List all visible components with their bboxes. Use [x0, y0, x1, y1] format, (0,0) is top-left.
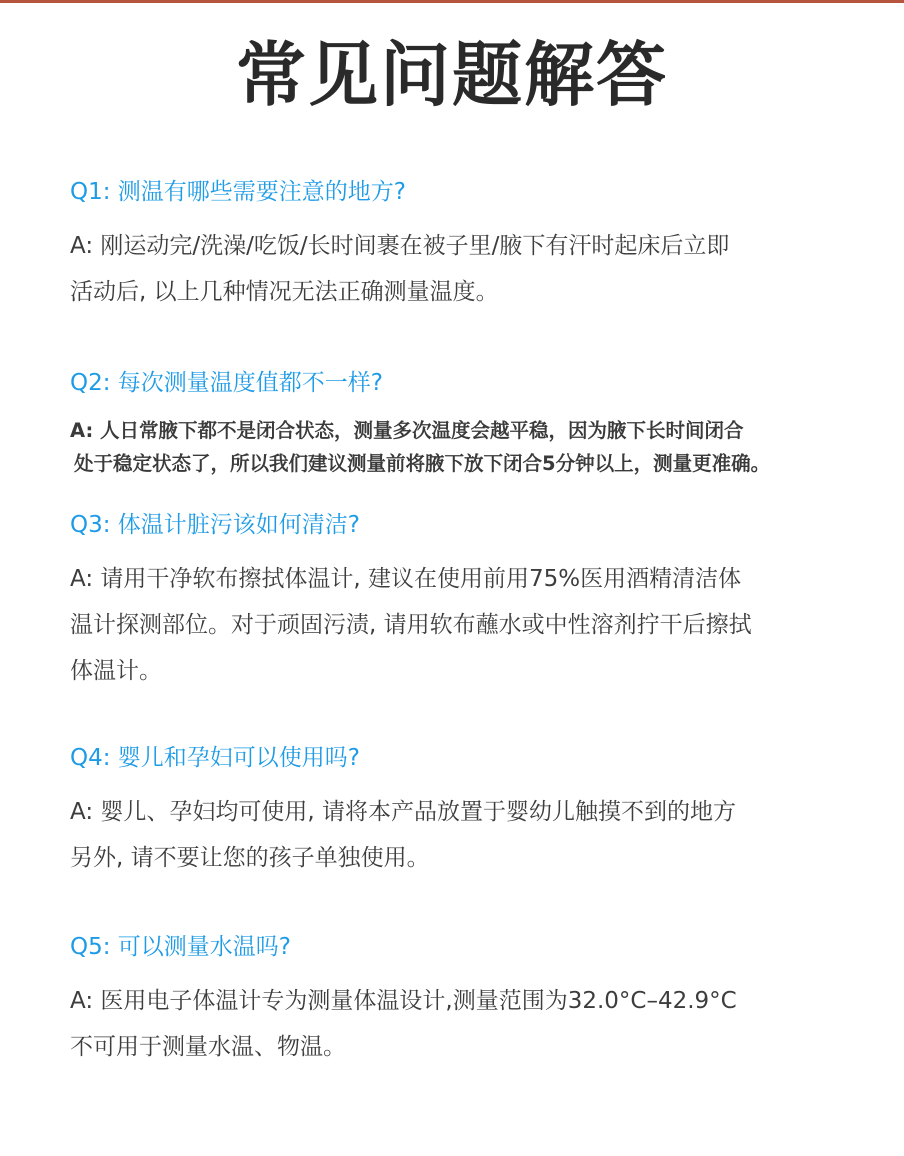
answer-5-line-1: A: 医用电子体温计专为测量体温设计,测量范围为32.0°C–42.9°C: [70, 988, 737, 1014]
faq-item-3: [70, 510, 900, 694]
answer-5: [70, 978, 900, 1070]
answer-4: [70, 789, 900, 881]
answer-2-line-1: A: 人日常腋下都不是闭合状态，测量多次温度会越平稳，因为腋下长时间闭合: [70, 419, 744, 442]
page-title: 常见问题解答: [236, 34, 668, 116]
faq-item-2: [70, 368, 900, 480]
question-5: Q5: 可以测量水温吗?: [70, 934, 292, 960]
top-rule: [0, 0, 904, 3]
answer-2: [70, 414, 900, 480]
question-2: Q2: 每次测量温度值都不一样?: [70, 370, 384, 396]
answer-3-line-2: 温计探测部位。对于顽固污渍, 请用软布蘸水或中性溶剂拧干后擦拭: [70, 612, 752, 638]
answer-3: [70, 556, 900, 694]
answer-1: [70, 223, 900, 315]
answer-3-line-3: 体温计。: [70, 658, 162, 684]
faq-item-5: [70, 932, 900, 1070]
answer-3-line-1: A: 请用干净软布擦拭体温计, 建议在使用前用75%医用酒精清洁体: [70, 566, 742, 592]
answer-1-line-1: A: 刚运动完/洗澡/吃饭/长时间裹在被子里/腋下有汗时起床后立即: [70, 233, 730, 259]
answer-4-line-2: 另外, 请不要让您的孩子单独使用。: [70, 845, 430, 871]
faq-item-1: [70, 177, 900, 315]
faq-item-4: [70, 743, 900, 881]
answer-2-line-2: 处于稳定状态了，所以我们建议测量前将腋下放下闭合5分钟以上，测量更准确。: [74, 452, 771, 475]
question-4: Q4: 婴儿和孕妇可以使用吗?: [70, 745, 361, 771]
question-3: Q3: 体温计脏污该如何清洁?: [70, 512, 361, 538]
answer-4-line-1: A: 婴儿、孕妇均可使用, 请将本产品放置于婴幼儿触摸不到的地方: [70, 799, 737, 825]
answer-1-line-2: 活动后, 以上几种情况无法正确测量温度。: [70, 279, 499, 305]
question-1: Q1: 测温有哪些需要注意的地方?: [70, 179, 407, 205]
answer-5-line-2: 不可用于测量水温、物温。: [70, 1034, 346, 1060]
